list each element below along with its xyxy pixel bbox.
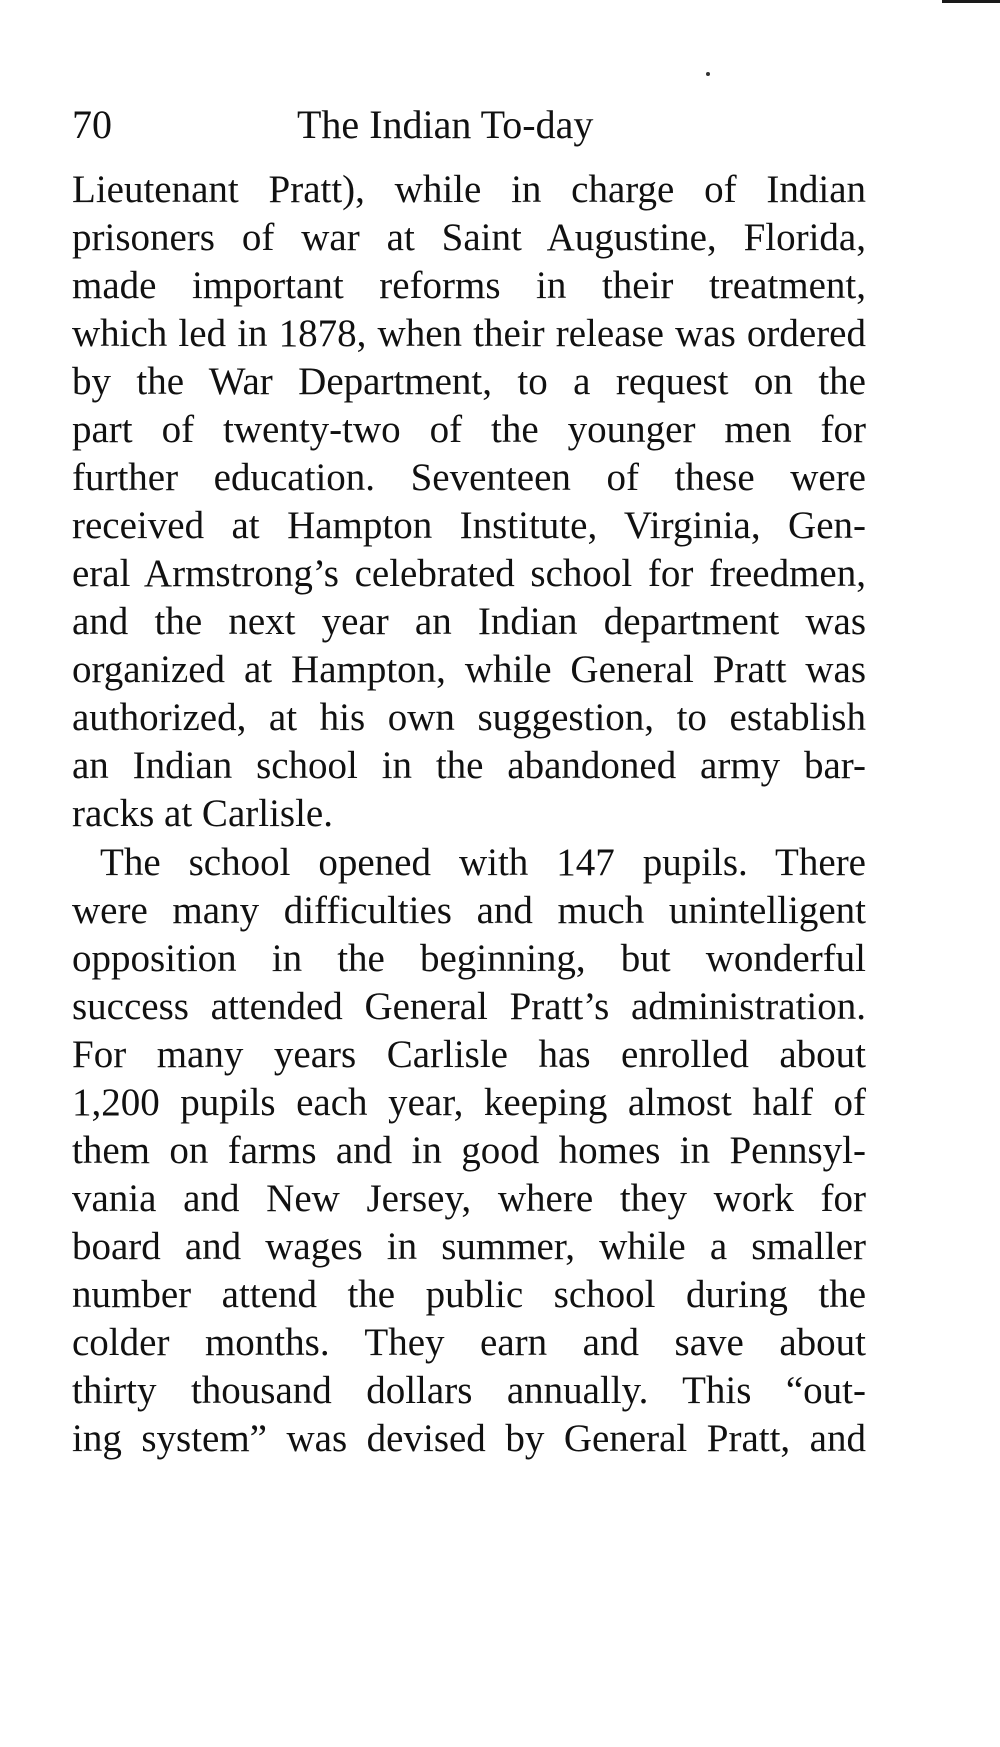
text-line: by the War Department, to a request on the xyxy=(72,360,866,403)
text-line: ing system” was devised by General Pratt, and xyxy=(72,1417,866,1460)
text-line: received at Hampton Institute, Virginia, Gen- xyxy=(72,504,866,547)
page-number: 70 xyxy=(72,102,112,147)
text-line: made important reforms in their treatment, xyxy=(72,264,866,307)
text-line: part of twenty-two of the younger men for xyxy=(72,408,866,451)
corner-rule xyxy=(942,0,1000,3)
text-line: vania and New Jersey, where they work for xyxy=(72,1177,866,1220)
page-header xyxy=(72,100,872,150)
text-line: thirty thousand dollars annually. This “out- xyxy=(72,1369,866,1412)
running-title: The Indian To-day xyxy=(297,102,594,147)
text-line: board and wages in summer, while a smaller xyxy=(72,1225,866,1268)
text-line: were many difficulties and much unintelligent xyxy=(72,889,866,932)
text-line: number attend the public school during the xyxy=(72,1273,866,1316)
text-line: racks at Carlisle. xyxy=(72,792,333,835)
text-line: further education. Seventeen of these were xyxy=(72,456,866,499)
text-line: eral Armstrong’s celebrated school for freedmen, xyxy=(72,552,866,595)
text-line: which led in 1878, when their release was ordered xyxy=(72,312,866,355)
text-line: The school opened with 147 pupils. There xyxy=(100,841,866,884)
text-line: opposition in the beginning, but wonderful xyxy=(72,937,866,980)
text-line: For many years Carlisle has enrolled about xyxy=(72,1033,866,1076)
text-line: authorized, at his own suggestion, to establish xyxy=(72,696,866,739)
text-line: Lieutenant Pratt), while in charge of Indian xyxy=(72,168,866,211)
text-line: colder months. They earn and save about xyxy=(72,1321,866,1364)
text-line: an Indian school in the abandoned army bar- xyxy=(72,744,866,787)
text-line: success attended General Pratt’s administration. xyxy=(72,985,866,1028)
text-line: prisoners of war at Saint Augustine, Florida, xyxy=(72,216,866,259)
print-speck xyxy=(706,72,710,76)
text-line: and the next year an Indian department was xyxy=(72,600,866,643)
text-line: them on farms and in good homes in Pennsyl- xyxy=(72,1129,866,1172)
text-line: organized at Hampton, while General Pratt was xyxy=(72,648,866,691)
text-line: 1,200 pupils each year, keeping almost half of xyxy=(72,1081,866,1124)
